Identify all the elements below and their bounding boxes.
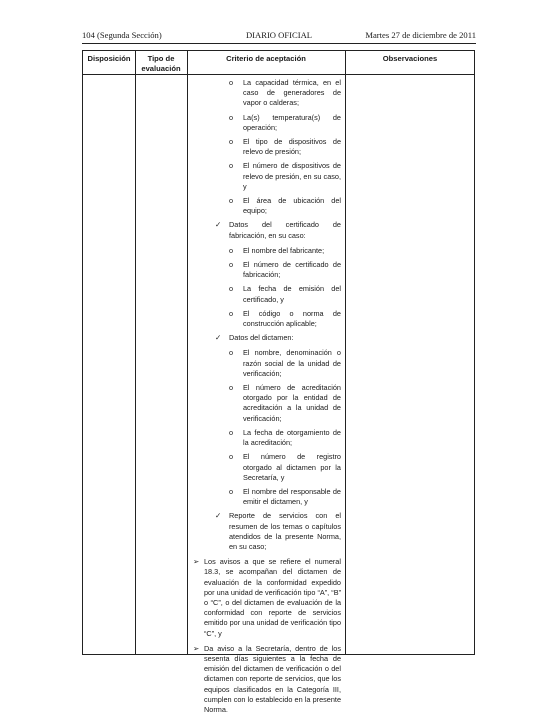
column-divider [345, 51, 346, 654]
criteria-text: El nombre del fabricante; [243, 245, 325, 255]
circle-bullet-icon: o [229, 308, 234, 318]
criteria-text: El número de registro otorgado al dictamen por la Secretaría, y [243, 452, 341, 482]
arrow-bullet-icon: ➢ [193, 643, 200, 653]
criteria-table [82, 50, 475, 714]
criteria-text: La capacidad térmica, en el caso de generadores de vapor o calderas; [243, 78, 341, 108]
criteria-list [191, 78, 341, 720]
criteria-item [191, 196, 341, 216]
circle-bullet-icon: o [229, 348, 234, 358]
publication-title: DIARIO OFICIAL [245, 30, 313, 40]
criteria-text: Da aviso a la Secretaría, dentro de los sesenta días siguientes a la fecha de emisión del dictamen de verificación o del dictamen con reporte de servicios, que los equipos clasificados en la Categoría III, cumplen con lo establecido en la presente Norma. [204, 643, 341, 714]
criteria-item [191, 487, 341, 507]
circle-bullet-icon: o [229, 284, 234, 294]
criteria-item [191, 137, 341, 157]
circle-bullet-icon: o [229, 383, 234, 393]
circle-bullet-icon: o [229, 161, 234, 171]
criteria-text: La fecha de otorgamiento de la acreditación; [243, 427, 341, 448]
criteria-text: Reporte de servicios con el resumen de los temas o capítulos atendidos de la presente Norma, en su caso; [229, 511, 341, 551]
criteria-item [191, 348, 341, 379]
circle-bullet-icon: o [229, 452, 234, 462]
criteria-text: Datos del dictamen: [229, 333, 294, 343]
checkmark-icon: ✓ [215, 220, 222, 230]
criteria-item [191, 246, 341, 256]
criteria-text: El área de ubicación del equipo; [243, 196, 341, 216]
arrow-bullet-icon: ➢ [193, 557, 200, 567]
column-header-observaciones: Observaciones [382, 54, 438, 63]
column-divider [135, 51, 136, 654]
circle-bullet-icon: o [229, 137, 234, 147]
page-header [82, 29, 476, 41]
circle-bullet-icon: o [229, 245, 234, 255]
column-header-criterio: Criterio de aceptación [226, 54, 306, 63]
criteria-item [191, 260, 341, 280]
criteria-text: El número de acreditación otorgado por la entidad de acreditación a la unidad de verificación; [243, 383, 341, 423]
circle-bullet-icon: o [229, 260, 234, 270]
criteria-text: La fecha de emisión del certificado, y [243, 284, 341, 304]
criteria-item [191, 113, 341, 133]
criteria-item [191, 452, 341, 483]
criteria-text: El número de dispositivos de relevo de presión, en su caso, y [243, 161, 341, 191]
criteria-item [191, 284, 341, 304]
checkmark-icon: ✓ [215, 511, 222, 521]
criteria-text: Los avisos a que se refiere el numeral 18.3, se acompañan del dictamen de evaluación de la conformidad expedido por una unidad de verificación tipo “A”, “B” o “C”, o del dictamen de evaluación de la conformidad con reporte de servicios emitido por una unidad de verificación tipo “C”, y [204, 557, 341, 638]
criteria-text: Datos del certificado de fabricación, en su caso: [229, 220, 341, 240]
column-header-disposicion: Disposición [87, 54, 131, 63]
criteria-item [191, 78, 341, 109]
criteria-item [191, 161, 341, 192]
circle-bullet-icon: o [229, 78, 234, 87]
criteria-text: El nombre, denominación o razón social de la unidad de verificación; [243, 348, 341, 378]
page-number-section: 104 (Segunda Sección) [82, 30, 162, 40]
column-header-tipo-evaluacion: Tipo de evaluación [141, 54, 181, 73]
criteria-text: El número de certificado de fabricación; [243, 260, 341, 280]
publication-date: Martes 27 de diciembre de 2011 [365, 30, 476, 40]
criteria-text: El código o norma de construcción aplicable; [243, 308, 341, 329]
criteria-item [191, 428, 341, 448]
circle-bullet-icon: o [229, 196, 234, 206]
criteria-item [191, 644, 341, 715]
criteria-text: La(s) temperatura(s) de operación; [243, 112, 341, 132]
checkmark-icon: ✓ [215, 333, 222, 343]
column-divider [187, 51, 188, 654]
criteria-item [191, 383, 341, 424]
criteria-item [191, 309, 341, 329]
circle-bullet-icon: o [229, 427, 234, 437]
header-rule [82, 43, 476, 44]
criteria-text: El tipo de dispositivos de relevo de presión; [243, 137, 341, 157]
circle-bullet-icon: o [229, 486, 234, 496]
circle-bullet-icon: o [229, 112, 234, 122]
criteria-text: El nombre del responsable de emitir el dictamen, y [243, 486, 341, 507]
criteria-item [191, 511, 341, 552]
criteria-item [191, 557, 341, 639]
criteria-item [191, 220, 341, 240]
header-row-divider [83, 74, 474, 75]
criteria-item [191, 333, 341, 343]
